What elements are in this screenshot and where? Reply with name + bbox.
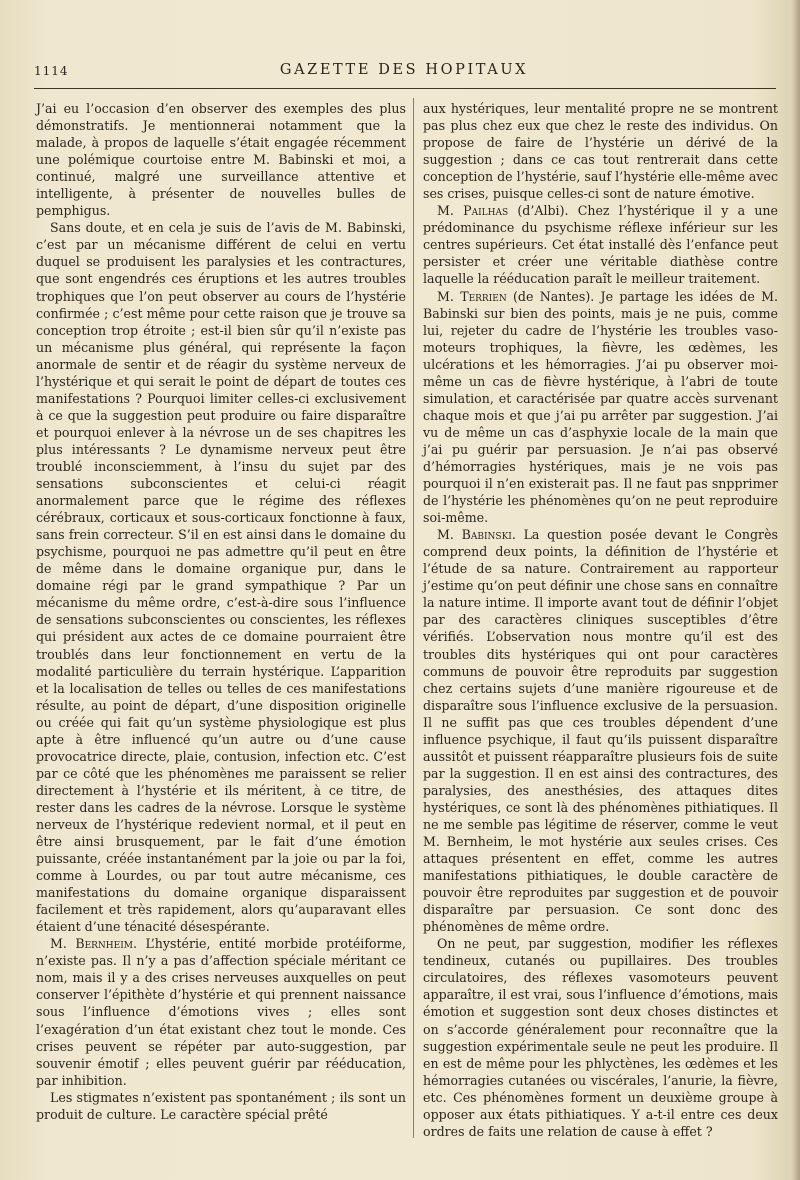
column-divider	[413, 98, 414, 1138]
paragraph-continued: J’ai eu l’occasion d’en observer des exemples des plus démonstratifs. Je mentionnerai notamment que la malade, à propos de laquelle s’était engagée récemment une polémique courtoise entre M. Babinski et moi, a continué, malgré une surveillance attentive et intelligente, à présenter de nouvelles bulles de pemphigus.	[36, 101, 406, 219]
speaker-paragraph	[423, 526, 778, 935]
right-column	[423, 100, 778, 1140]
journal-title: GAZETTE DES HOPITAUX	[279, 62, 529, 78]
speaker-name: M. Pailhas	[437, 203, 509, 219]
speaker-text: La question posée devant le Congrès comprend deux points, la définition de l’hystérie et l’étude de sa nature. Contrairement au rapporteur j’estime qu’on peut définir une chose sans en connaître la nature intime. Il importe avant tout de définir l’objet par des caractères cliniques susceptibles d’être vérifiés. L’observation nous montre qu’il est des troubles dits hystériques qui ont pour caractères communs de pouvoir être reproduits par suggestion chez certains sujets d’une manière rigoureuse et de disparaître sous l’influence exclusive de la persuasion. Il ne suffit pas que ces troubles dépendent d’une influence psychique, il faut qu’ils puissent disparaître aussitôt et puissent réapparaître plusieurs fois de suite par la suggestion. Il en est ainsi des contractures, des paralysies, des anesthésies, des attaques dites hystériques, ce sont là des phénomènes pithiatiques. Il ne me semble pas légitime de réserver, comme le veut M. Bernheim, le mot hystérie aux seules crises. Ces attaques présentent en effet, comme les autres manifestations pithiatiques, le double caractère de pouvoir être reproduites par suggestion et de pouvoir disparaître par persuasion. Ce sont donc des phénomènes de même ordre.	[423, 527, 778, 935]
paragraph: Les stigmates n’existent pas spontanément ; ils sont un produit de culture. Le caractère spécial prêté	[36, 1089, 406, 1122]
speaker-text: (de Nantes). Je partage les idées de M. Babinski sur bien des points, mais je ne puis, comme lui, rejeter du cadre de l’hystérie les troubles vaso-moteurs trophiques, la fièvre, les œdèmes, les ulcérations et les hémorragies. J’ai pu observer moi-même un cas de fièvre hystérique, à l’abri de toute simulation, et caractérisée par quatre accès survenant chaque mois et que j’ai pu arrêter par suggestion. J’ai vu de même un cas d’asphyxie locale de la main que j’ai pu guérir par persuasion. Je n’ai pas observé d’hémorragies hystériques, mais je ne vois pas pourquoi il n’en existerait pas. Il ne faut pas snpprimer de l’hystérie les phénomènes qu’on ne peut reproduire soi-même.	[423, 288, 778, 526]
paragraph: Sans doute, et en cela je suis de l’avis de M. Babinski, c’est par un mécanisme différent de celui en vertu duquel se produisent les paralysies et les contractures, que sont engendrés ces éruptions et les autres troubles trophiques que l’on peut observer au cours de l’hystérie confirmée ; c’est même pour cette raison que je trouve sa conception trop étroite ; est-il bien sûr qu’il n’existe pas un mécanisme plus général, qui représente la façon anormale de sentir et de réagir du système nerveux de l’hystérique et qui serait le point de départ de toutes ces manifestations ? Pourquoi limiter celles-ci exclusivement à ce que la suggestion peut produire ou faire disparaître et pourquoi enlever à la névrose un de ses chapitres les plus intéressants ? Le dynamisme nerveux peut être troublé inconsciemment, à l’insu du sujet par des sensations subconscientes et celui-ci réagit anormalement parce que le régime des réflexes cérébraux, corticaux et sous-corticaux fonctionne à faux, sans frein correcteur. S’il en est ainsi dans le domaine du psychisme, pourquoi ne pas admettre qu’il peut en être de même dans le domaine organique pur, dans le domaine régi par le grand sympathique ? Par un mécanisme du même ordre, c’est-à-dire sous l’influence de sensations subconscientes ou conscientes, les réflexes qui président aux actes de ce domaine pourraient être troublés dans leur fonctionnement en vertu de la modalité particulière du terrain hystérique. L’apparition et la localisation de telles ou telles de ces manifestations résulte, au point de départ, d’une disposition originelle ou créée qui fait qu’un système physiologique est plus apte à être influencé qu’un autre ou d’une cause provocatrice directe, plaie, contusion, infection etc. C’est par ce côté que les phénomènes me paraissent se relier directement à l’hystérie et ils méritent, à ce titre, de rester dans les cadres de la névrose. Lorsque le système nerveux de l’hystérique redevient normal, et il peut en être ainsi brusquement, par le fait d’une émotion puissante, créée instantanément par la joie ou par la foi, comme à Lourdes, ou par tout autre mécanisme, ces manifestations du domaine organique disparaissent facilement et très rapidement, alors qu’auparavant elles étaient d’une ténacité désespérante.	[36, 220, 406, 935]
page-number: 1114	[34, 64, 69, 78]
speaker-text: L’hystérie, entité morbide protéiforme, n’existe pas. Il n’y a pas d’affection spéciale méritant ce nom, mais il y a des crises nerveuses auxquelles on peut conserver l’épithète d’hystérie et qui prennent naissance sous l’influence d’émotions vives ; elles sont l’exagération d’un état existant chez tout le monde. Ces crises peuvent se répéter par auto-suggestion, par souvenir émotif ; elles peuvent guérir par rééducation, par inhibition.	[36, 936, 406, 1088]
speaker-paragraph	[423, 202, 778, 287]
speaker-paragraph	[423, 288, 778, 527]
speaker-name: M. Terrien	[437, 288, 507, 304]
paragraph: On ne peut, par suggestion, modifier les réflexes tendineux, cutanés ou pupillaires. Des troubles circulatoires, des réflexes vasomoteurs peuvent apparaître, il est vrai, sous l’influence d’émotions, mais émotion et suggestion sont deux choses distinctes et on s’accorde généralement pour reconnaître que la suggestion expérimentale seule ne peut les produire. Il en est de même pour les phlyctènes, les œdèmes et les hémorragies cutanées ou viscérales, l’anurie, la fièvre, etc. Ces phénomènes forment un deuxième groupe à opposer aux états pithiatiques. Y a-t-il entre ces deux ordres de faits une relation de cause à effet ?	[423, 936, 778, 1139]
speaker-name: M. Babinski.	[437, 527, 516, 543]
left-column	[36, 100, 406, 1123]
page-edge-shadow	[792, 0, 800, 1180]
speaker-paragraph	[36, 935, 406, 1088]
paragraph-continued: aux hystériques, leur mentalité propre ne se montrent pas plus chez eux que chez le reste des individus. On propose de faire de l’hystérie un dérivé de la suggestion ; dans ce cas tout rentrerait dans cette conception de l’hystérie, sauf l’hystérie elle-même avec ses crises, puisque celles-ci sont de nature émotive.	[423, 101, 778, 202]
header-rule	[34, 88, 776, 89]
page-header	[34, 58, 774, 84]
speaker-text: (d’Albi). Chez l’hystérique il y a une prédominance du psychisme réflexe inférieur sur les centres supérieurs. Cet état installé dès l’enfance peut persister et créer une véritable diathèse contre laquelle la rééducation paraît le meilleur traitement.	[423, 203, 778, 287]
speaker-name: M. Bernheim.	[50, 936, 138, 952]
